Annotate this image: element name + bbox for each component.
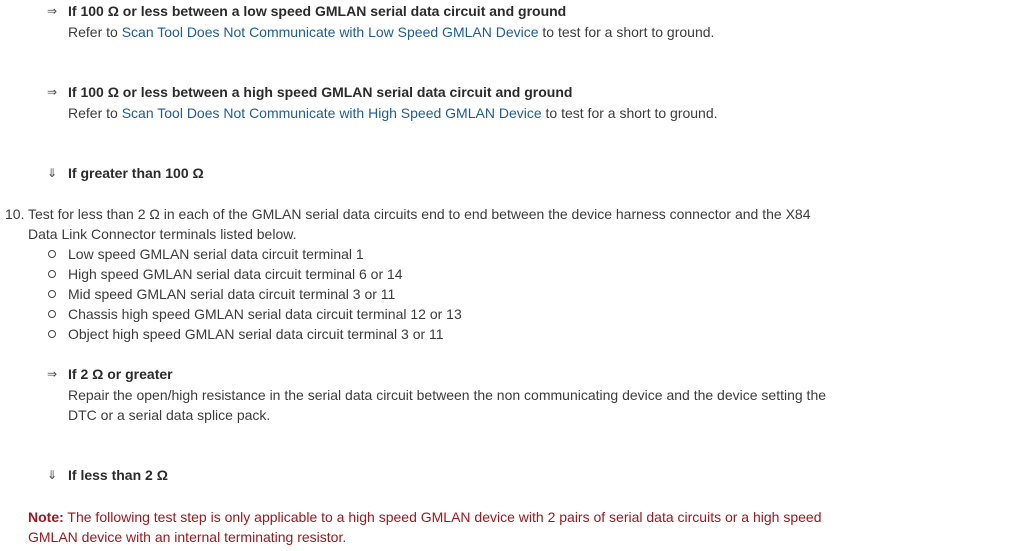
note-line2: GMLAN device with an internal terminating resistor.: [28, 529, 347, 545]
note-label: Note:: [28, 509, 64, 525]
low-speed-gmlan-link[interactable]: Scan Tool Does Not Communicate with Low Speed GMLAN Device: [121, 24, 539, 40]
list-item: High speed GMLAN serial data circuit terminal 6 or 14: [68, 266, 403, 282]
bullet-icon: [48, 250, 56, 258]
step-text-line1: Test for less than 2 Ω in each of the GMLAN serial data circuits end to end between the device harness connector and the X84: [28, 206, 811, 222]
list-item: Object high speed GMLAN serial data circuit terminal 3 or 11: [68, 326, 444, 342]
note-text: The following test step is only applicable to a high speed GMLAN device with 2 pairs of serial data circuits or a high speed: [63, 509, 822, 525]
list-item: Low speed GMLAN serial data circuit terminal 1: [68, 246, 364, 262]
branch-condition: If greater than 100 Ω: [68, 165, 204, 181]
right-arrow-icon: ⇒: [46, 85, 58, 99]
bullet-icon: [48, 290, 56, 298]
branch-action-line1: Repair the open/high resistance in the serial data circuit between the non communicating device and the device setting the: [68, 387, 827, 403]
list-item: Mid speed GMLAN serial data circuit terminal 3 or 11: [68, 286, 396, 302]
branch-condition: If 100 Ω or less between a high speed GMLAN serial data circuit and ground: [68, 84, 573, 100]
high-speed-gmlan-link[interactable]: Scan Tool Does Not Communicate with High Speed GMLAN Device: [121, 105, 542, 121]
branch-condition: If 2 Ω or greater: [68, 366, 173, 382]
branch-action-line2: DTC or a serial data splice pack.: [68, 407, 271, 423]
refer-suffix: to test for a short to ground.: [541, 105, 718, 121]
step-text-line2: Data Link Connector terminals listed below.: [28, 226, 297, 242]
bullet-icon: [48, 330, 56, 338]
branch-condition: If less than 2 Ω: [68, 467, 168, 483]
note-line1: [28, 507, 822, 527]
down-arrow-icon: ⇓: [46, 166, 58, 180]
bullet-icon: [48, 310, 56, 318]
branch-action: [68, 22, 714, 42]
right-arrow-icon: ⇒: [46, 367, 58, 381]
down-arrow-icon: ⇓: [46, 468, 58, 482]
right-arrow-icon: ⇒: [46, 4, 58, 18]
refer-prefix: Refer to: [68, 24, 122, 40]
bullet-icon: [48, 270, 56, 278]
refer-suffix: to test for a short to ground.: [538, 24, 715, 40]
list-item: Chassis high speed GMLAN serial data circuit terminal 12 or 13: [68, 306, 462, 322]
refer-prefix: Refer to: [68, 105, 122, 121]
branch-action: [68, 103, 718, 123]
branch-condition: If 100 Ω or less between a low speed GMLAN serial data circuit and ground: [68, 3, 567, 19]
step-number: 10.: [5, 206, 25, 222]
